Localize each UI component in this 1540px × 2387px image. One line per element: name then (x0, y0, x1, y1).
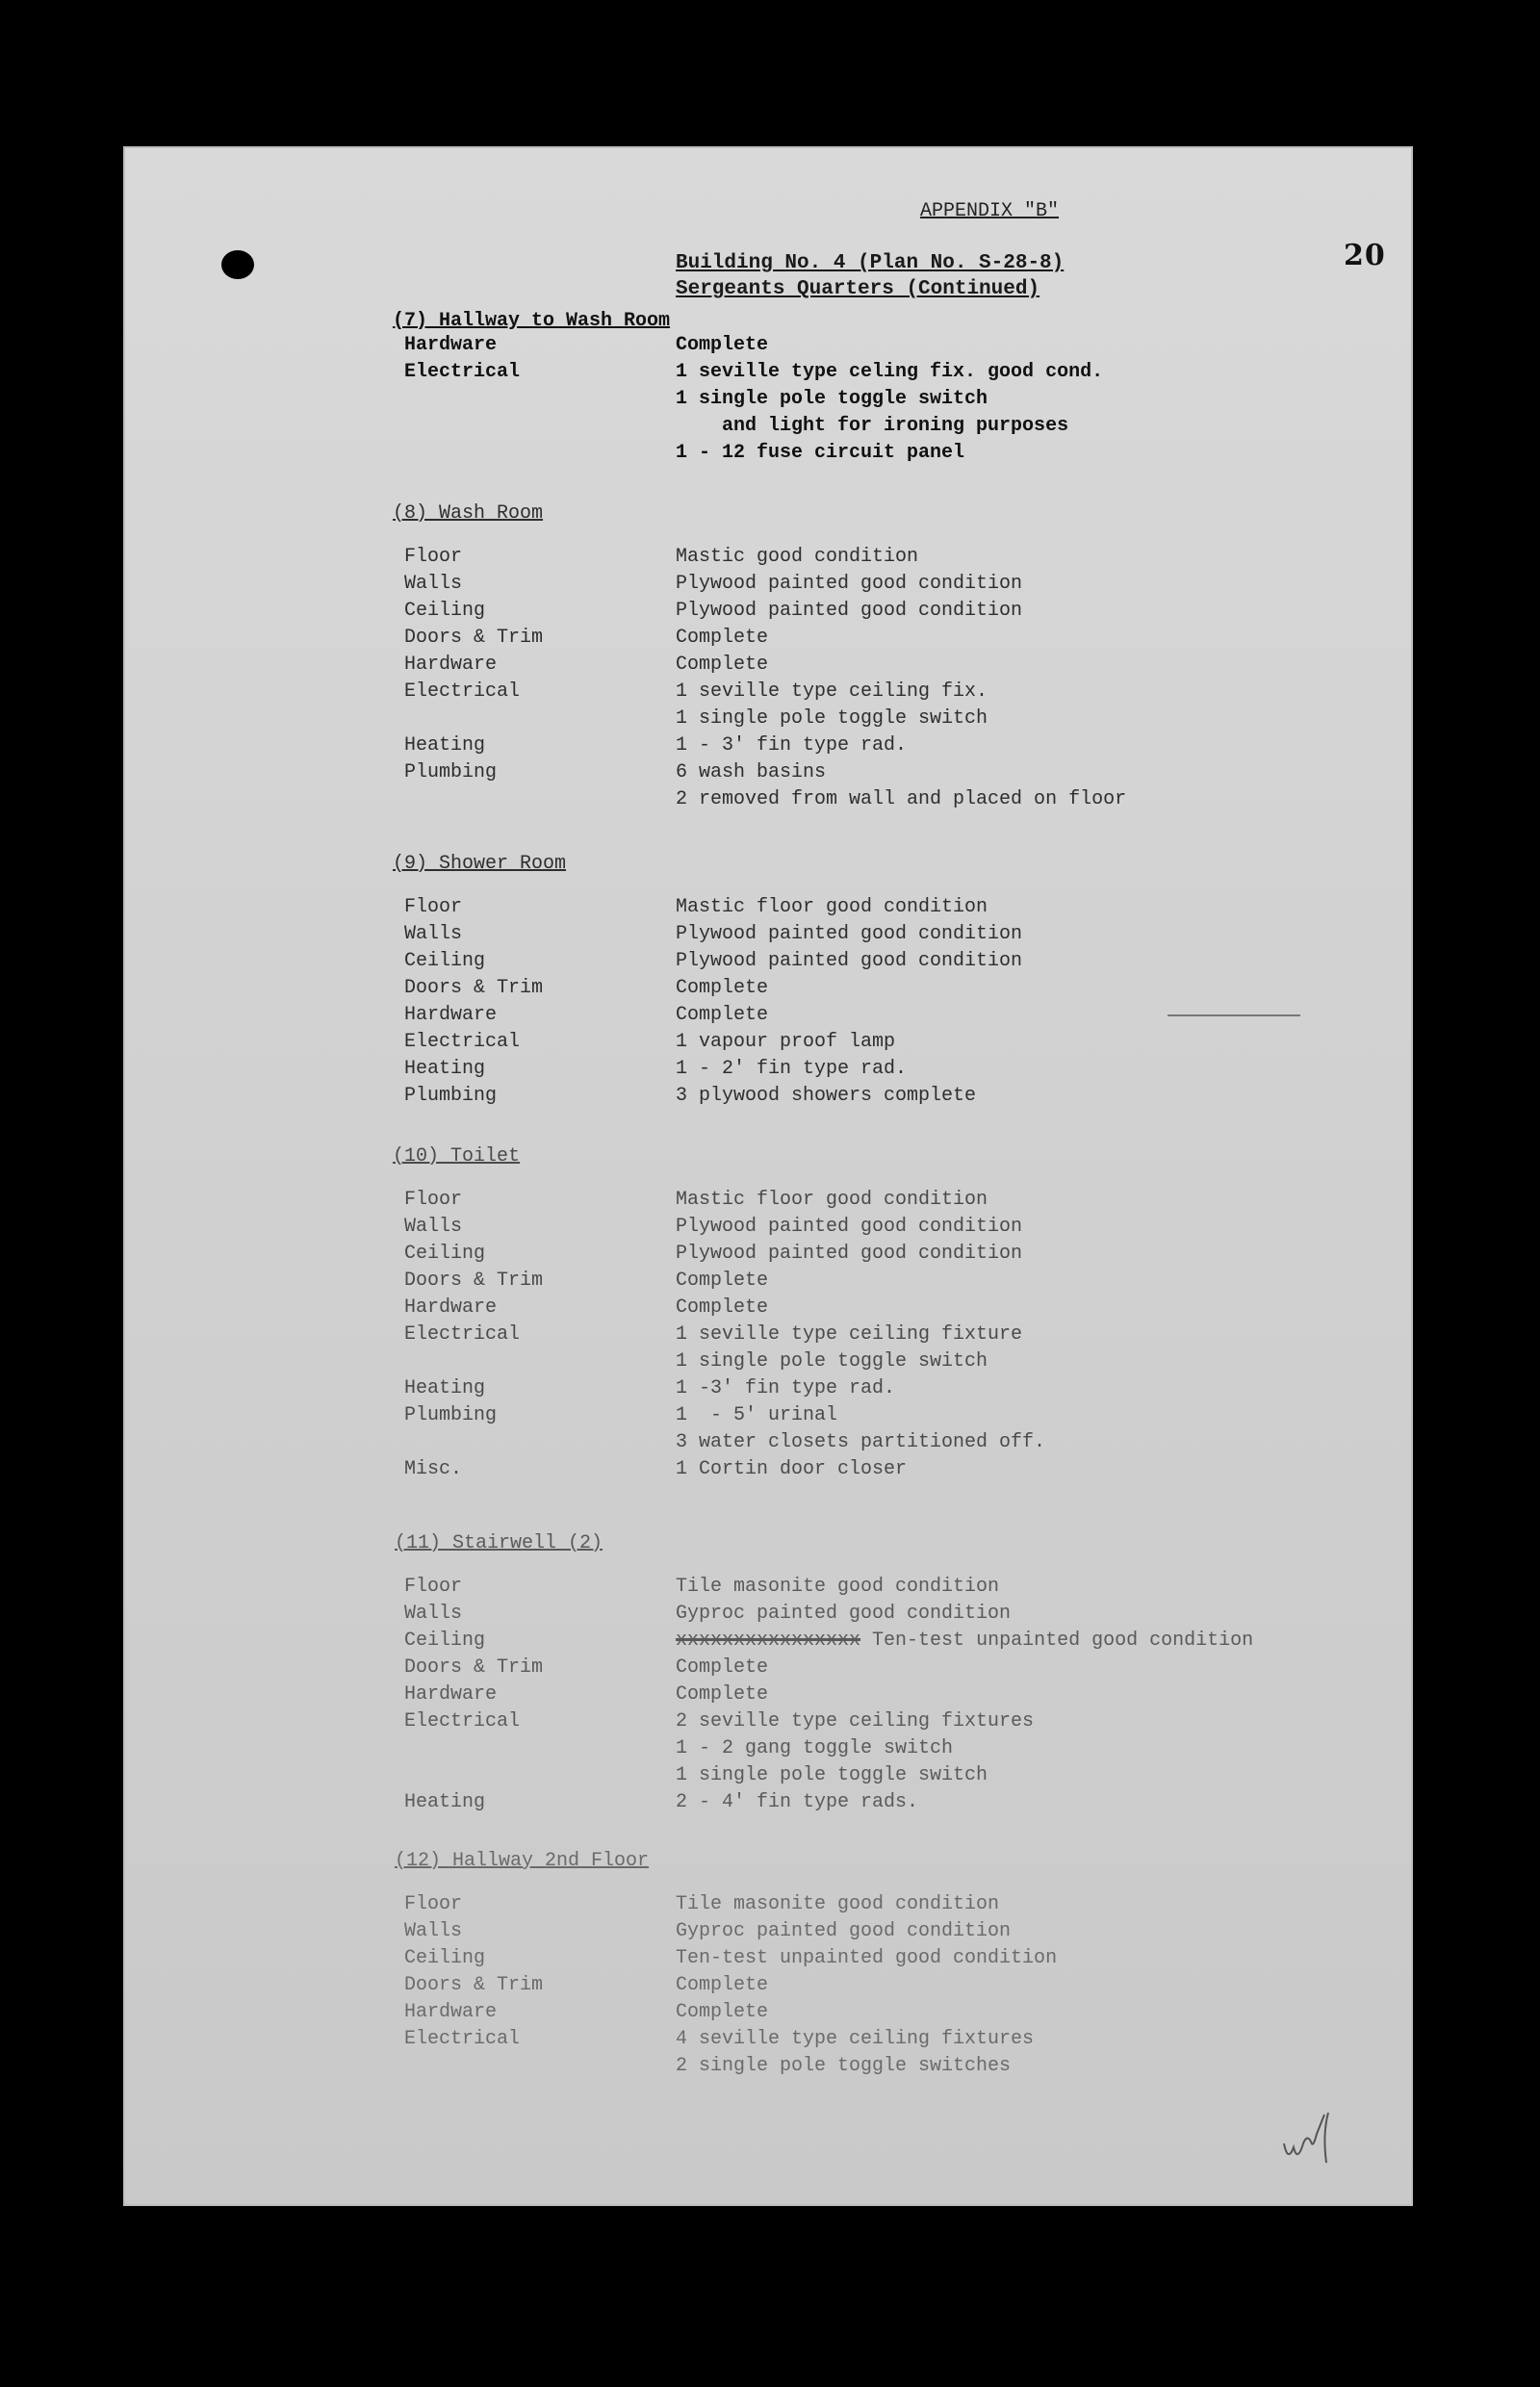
field-value: 2 single pole toggle switches (676, 2055, 1012, 2077)
section-rows (404, 894, 1424, 1110)
field-value: Complete (676, 1296, 769, 1319)
field-label: Heating (404, 734, 486, 757)
field-value: 1 seville type ceiling fixture (676, 1323, 1023, 1346)
field-value: Mastic floor good condition (676, 896, 988, 918)
pencil-mark (1168, 1014, 1300, 1016)
field-value: 1 single pole toggle switch (676, 1350, 988, 1373)
field-row (404, 1268, 1424, 1295)
field-row (404, 359, 1424, 386)
field-row (404, 1295, 1424, 1322)
field-row (404, 1375, 1424, 1402)
field-label: Floor (404, 896, 463, 918)
field-label: Walls (404, 1920, 463, 1942)
field-label: Floor (404, 546, 463, 568)
field-row (404, 1456, 1424, 1483)
field-value: Plywood painted good condition (676, 600, 1023, 622)
section-title: (10) Toilet (393, 1145, 521, 1168)
section-stairwell (395, 1532, 1424, 1816)
field-value: Complete (676, 1004, 769, 1026)
field-label: Walls (404, 1603, 463, 1625)
field-row (404, 1708, 1424, 1735)
field-row (404, 948, 1424, 975)
field-label: Floor (404, 1576, 463, 1598)
field-row (404, 1241, 1424, 1268)
field-label: Ceiling (404, 1630, 486, 1652)
field-row (404, 1972, 1424, 1999)
field-row (404, 413, 1424, 440)
field-value: Plywood painted good condition (676, 1216, 1023, 1238)
document-page (123, 146, 1413, 2206)
field-row (404, 440, 1424, 467)
section-title: (9) Shower Room (393, 853, 567, 875)
section-toilet (393, 1145, 1424, 1483)
field-value: Complete (676, 1683, 769, 1706)
field-label: Hardware (404, 2001, 498, 2023)
field-label: Plumbing (404, 1404, 498, 1426)
field-value: Mastic good condition (676, 546, 919, 568)
field-label: Doors & Trim (404, 1656, 544, 1679)
field-row (404, 1056, 1424, 1083)
field-label: Heating (404, 1058, 486, 1080)
field-row (404, 759, 1424, 786)
field-label: Electrical (404, 2028, 521, 2050)
field-label: Doors & Trim (404, 1270, 544, 1292)
field-value: 3 water closets partitioned off. (676, 1431, 1046, 1453)
field-value: 1 - 2 gang toggle switch (676, 1737, 954, 1759)
field-value: Complete (676, 654, 769, 676)
field-value: 3 plywood showers complete (676, 1085, 977, 1107)
page-number: 20 (1344, 239, 1386, 272)
field-row (404, 1029, 1424, 1056)
field-row (404, 1429, 1424, 1456)
value-text: Ten-test unpainted good condition (872, 1630, 1254, 1652)
field-label: Ceiling (404, 950, 486, 972)
field-row (404, 1628, 1424, 1655)
field-label: Floor (404, 1893, 463, 1915)
field-value: Tile masonite good condition (676, 1893, 1000, 1915)
field-row (404, 1601, 1424, 1628)
handwritten-initials-mark (1278, 2105, 1336, 2172)
section-rows (404, 1574, 1424, 1816)
field-value: and light for ironing purposes (676, 415, 1069, 437)
section-title: (11) Stairwell (2) (395, 1532, 603, 1554)
building-heading (676, 250, 1064, 302)
field-value: 1 single pole toggle switch (676, 388, 988, 410)
section-title: (8) Wash Room (393, 502, 544, 525)
field-row (404, 1891, 1424, 1918)
field-label: Electrical (404, 1031, 521, 1053)
section-hallway-2nd-floor (395, 1850, 1424, 2080)
field-row (404, 679, 1424, 706)
field-value: 1 - 5' urinal (676, 1404, 838, 1426)
field-row (404, 1083, 1424, 1110)
struck-text: xxxxxxxxxxxxxxxx (676, 1630, 861, 1652)
field-row (404, 571, 1424, 598)
field-label: Walls (404, 573, 463, 595)
field-value: 1 Cortin door closer (676, 1458, 908, 1480)
field-value: 1 seville type ceiling fix. (676, 680, 988, 703)
field-value: Plywood painted good condition (676, 923, 1023, 945)
section-shower-room (393, 853, 1424, 1110)
field-value: 4 seville type ceiling fixtures (676, 2028, 1035, 2050)
field-value: 2 removed from wall and placed on floor (676, 788, 1127, 810)
field-label: Walls (404, 1216, 463, 1238)
field-value: Plywood painted good condition (676, 1243, 1023, 1265)
field-row (404, 2026, 1424, 2053)
field-row (404, 1762, 1424, 1789)
field-label: Heating (404, 1791, 486, 1813)
field-label: Misc. (404, 1458, 463, 1480)
field-label: Electrical (404, 361, 521, 383)
field-row (404, 598, 1424, 625)
field-row (404, 1999, 1424, 2026)
appendix-heading: APPENDIX "B" (920, 200, 1060, 222)
field-value: 1 - 3' fin type rad. (676, 734, 908, 757)
field-row (404, 332, 1424, 359)
field-value: 2 - 4' fin type rads. (676, 1791, 919, 1813)
field-row (404, 1187, 1424, 1214)
field-value: 1 - 2' fin type rad. (676, 1058, 908, 1080)
field-row (404, 2053, 1424, 2080)
field-label: Doors & Trim (404, 977, 544, 999)
field-value: Gyproc painted good condition (676, 1603, 1012, 1625)
field-value: 1 single pole toggle switch (676, 1764, 988, 1786)
field-row (404, 1322, 1424, 1348)
field-value: Complete (676, 1270, 769, 1292)
field-label: Ceiling (404, 600, 486, 622)
field-row (404, 1348, 1424, 1375)
field-label: Electrical (404, 1710, 521, 1732)
field-label: Ceiling (404, 1947, 486, 1969)
field-label: Doors & Trim (404, 627, 544, 649)
quarters-line: Sergeants Quarters (Continued) (676, 278, 1040, 300)
field-value (676, 1628, 1424, 1655)
field-label: Hardware (404, 654, 498, 676)
field-value: 1 vapour proof lamp (676, 1031, 896, 1053)
section-wash-room (393, 502, 1424, 813)
field-value: Complete (676, 1974, 769, 1996)
field-row (404, 1574, 1424, 1601)
field-value: Plywood painted good condition (676, 950, 1023, 972)
field-value: Complete (676, 977, 769, 999)
field-row (404, 1735, 1424, 1762)
field-row (404, 1918, 1424, 1945)
section-title: (7) Hallway to Wash Room (393, 310, 671, 332)
field-label: Heating (404, 1377, 486, 1399)
field-label: Electrical (404, 1323, 521, 1346)
field-row (404, 1655, 1424, 1681)
field-label: Hardware (404, 1296, 498, 1319)
punch-hole (221, 250, 254, 279)
field-label: Hardware (404, 334, 498, 356)
field-value: Ten-test unpainted good condition (676, 1947, 1058, 1969)
section-rows (404, 1891, 1424, 2080)
field-value: Gyproc painted good condition (676, 1920, 1012, 1942)
field-row (404, 921, 1424, 948)
field-row (404, 975, 1424, 1002)
field-row (404, 706, 1424, 732)
section-rows (404, 332, 1424, 467)
field-value: Complete (676, 2001, 769, 2023)
field-label: Electrical (404, 680, 521, 703)
field-row (404, 732, 1424, 759)
field-row (404, 544, 1424, 571)
field-label: Hardware (404, 1004, 498, 1026)
field-value: Mastic floor good condition (676, 1189, 988, 1211)
field-label: Hardware (404, 1683, 498, 1706)
field-value: Plywood painted good condition (676, 573, 1023, 595)
field-row (404, 1789, 1424, 1816)
field-row (404, 1402, 1424, 1429)
field-label: Walls (404, 923, 463, 945)
field-value: 1 - 12 fuse circuit panel (676, 442, 965, 464)
field-row (404, 652, 1424, 679)
section-rows (404, 544, 1424, 813)
field-value: 1 seville type celing fix. good cond. (676, 361, 1104, 383)
field-row (404, 1214, 1424, 1241)
field-label: Floor (404, 1189, 463, 1211)
field-label: Plumbing (404, 1085, 498, 1107)
field-value: 2 seville type ceiling fixtures (676, 1710, 1035, 1732)
section-hallway-wash-room (393, 310, 1424, 467)
field-value: 6 wash basins (676, 761, 827, 783)
field-value: Complete (676, 627, 769, 649)
field-label: Ceiling (404, 1243, 486, 1265)
field-row (404, 786, 1424, 813)
field-value: Complete (676, 1656, 769, 1679)
field-row (404, 894, 1424, 921)
field-value: Complete (676, 334, 769, 356)
building-line: Building No. 4 (Plan No. S-28-8) (676, 252, 1065, 274)
field-row (404, 1681, 1424, 1708)
section-title: (12) Hallway 2nd Floor (395, 1850, 650, 1872)
field-row (404, 386, 1424, 413)
field-label: Plumbing (404, 761, 498, 783)
field-value: 1 -3' fin type rad. (676, 1377, 896, 1399)
field-row (404, 1945, 1424, 1972)
field-value: Tile masonite good condition (676, 1576, 1000, 1598)
field-value: 1 single pole toggle switch (676, 707, 988, 730)
field-row (404, 625, 1424, 652)
section-rows (404, 1187, 1424, 1483)
field-label: Doors & Trim (404, 1974, 544, 1996)
